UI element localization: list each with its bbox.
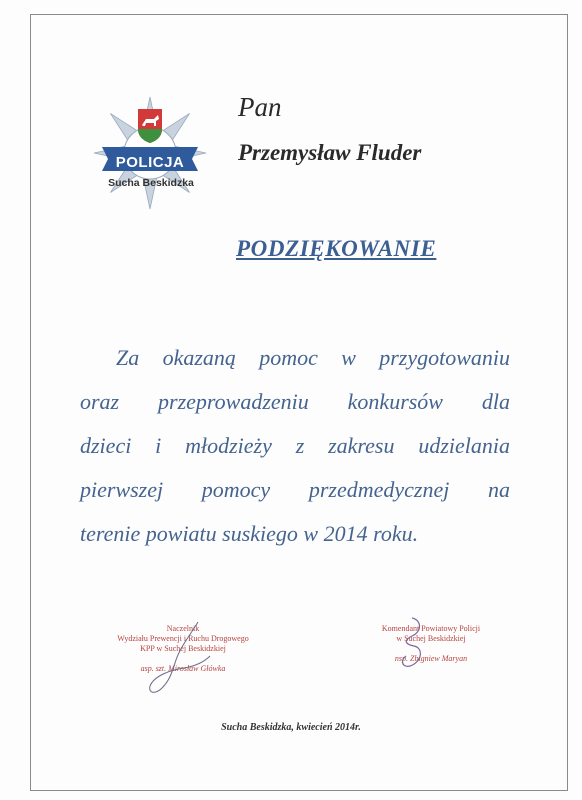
document-title: PODZIĘKOWANIE bbox=[236, 236, 437, 261]
body-line: Za okazaną pomoc w przygotowaniu bbox=[116, 345, 510, 370]
body-line: pierwszej pomocy przedmedycznej na bbox=[80, 477, 510, 502]
signature-title-line: Komendant Powiatowy Policji bbox=[381, 624, 481, 633]
signature-title-line: w Suchej Beskidzkiej bbox=[396, 634, 466, 643]
signature-title-line: Naczelnik bbox=[166, 624, 200, 633]
signature-name: asp. szt. Mirosław Główka bbox=[140, 664, 226, 673]
signature-title-line: KPP w Suchej Beskidzkiej bbox=[140, 644, 226, 653]
body-paragraph bbox=[80, 336, 510, 556]
signature-block-left bbox=[88, 624, 278, 674]
body-line: terenie powiatu suskiego w 2014 roku. bbox=[80, 521, 419, 546]
recipient-name: Przemysław Fluder bbox=[238, 140, 422, 165]
logo-policja-text: POLICJA bbox=[115, 154, 185, 171]
logo-place-text: Sucha Beskidzka bbox=[108, 177, 194, 189]
body-line: dzieci i młodzieży z zakresu udzielania bbox=[80, 433, 510, 458]
signature-name: nsp. Zbigniew Maryan bbox=[394, 654, 468, 663]
signature-block-right bbox=[356, 624, 506, 664]
place-and-date: Sucha Beskidzka, kwiecień 2014r. bbox=[221, 722, 361, 733]
recipient-honorific: Pan bbox=[238, 92, 282, 122]
signature-title-line: Wydziału Prewencji i Ruchu Drogowego bbox=[117, 634, 249, 643]
body-line: oraz przeprowadzeniu konkursów dla bbox=[80, 389, 510, 414]
